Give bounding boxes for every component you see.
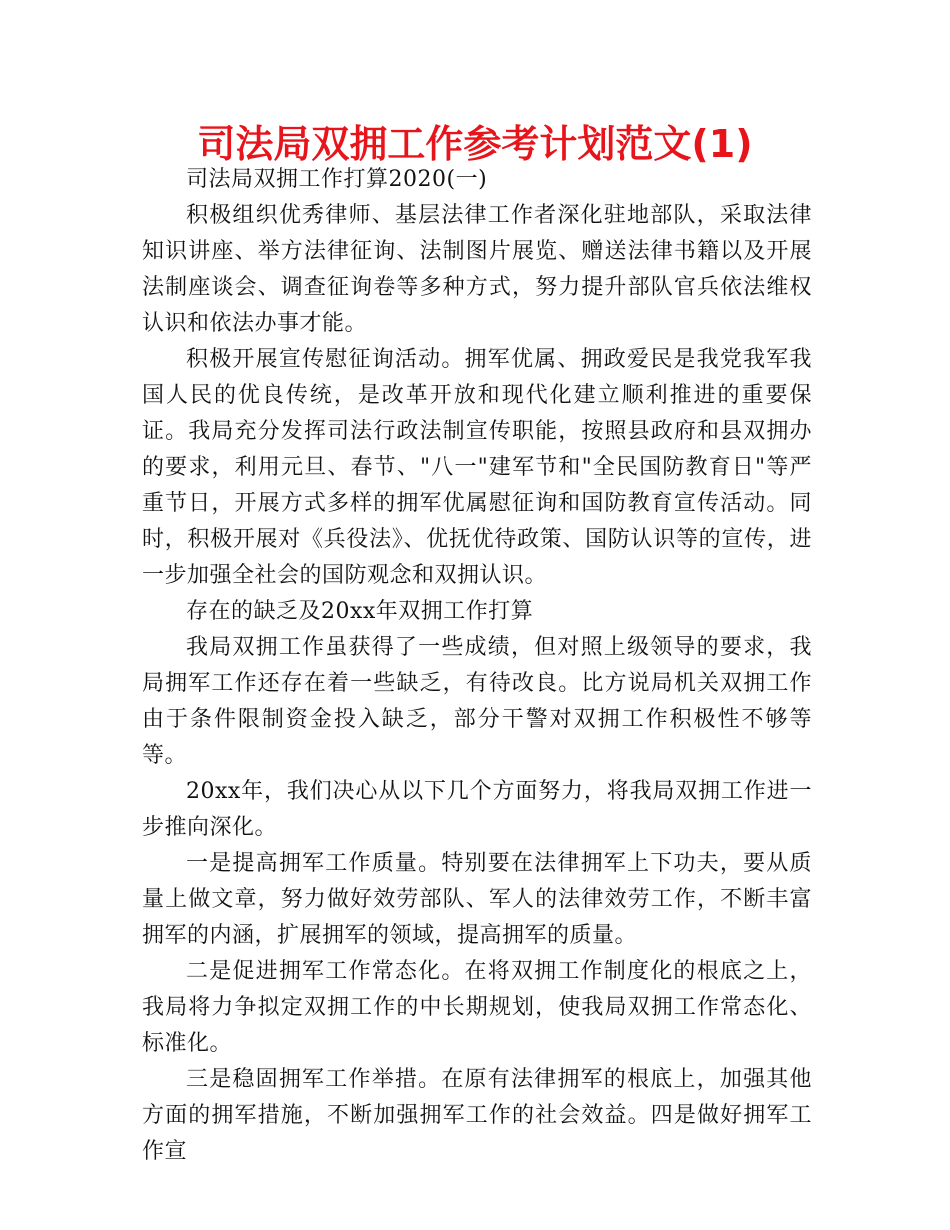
paragraph: 积极组织优秀律师、基层法律工作者深化驻地部队，采取法律知识讲座、举方法律征询、法制图片展览、赠送法律书籍以及开展法制座谈会、调查征询卷等多种方式，努力提升部队官兵依法维权认识和依法办事才能。: [142, 203, 812, 336]
paragraph: 20xx年，我们决心从以下几个方面努力，将我局双拥工作进一步推向深化。: [142, 779, 812, 840]
paragraph: 积极开展宣传慰征询活动。拥军优属、拥政爱民是我党我军我国人民的优良传统，是改革开放和现代化建立顺利推进的重要保证。我局充分发挥司法行政法制宣传职能，按照县政府和县双拥办的要求，利用元旦、春节、"八一"建军节和"全民国防教育日"等严重节日，开展方式多样的拥军优属慰征询和国防教育宣传活动。同时，积极开展对《兵役法》、优抚优待政策、国防认识等的宣传，进一步加强全社会的国防观念和双拥认识。: [142, 347, 812, 588]
section-heading: 司法局双拥工作打算2020(一): [186, 167, 488, 192]
paragraph: 一是提高拥军工作质量。特别要在法律拥军上下功夫，要从质量上做文章，努力做好效劳部队、军人的法律效劳工作，不断丰富拥军的内涵，扩展拥军的领域，提高拥军的质量。: [142, 851, 812, 948]
paragraph: 二是促进拥军工作常态化。在将双拥工作制度化的根底之上，我局将力争拟定双拥工作的中长期规划，使我局双拥工作常态化、标准化。: [142, 959, 812, 1056]
section-heading: 存在的缺乏及20xx年双拥工作打算: [186, 599, 534, 624]
paragraph: 三是稳固拥军工作举措。在原有法律拥军的根底上，加强其他方面的拥军措施，不断加强拥军工作的社会效益。四是做好拥军工作宣: [142, 1067, 812, 1164]
paragraph: 我局双拥工作虽获得了一些成绩，但对照上级领导的要求，我局拥军工作还存在着一些缺乏，有待改良。比方说局机关双拥工作由于条件限制资金投入缺乏，部分干警对双拥工作积极性不够等等。: [142, 635, 812, 768]
document-title: 司法局双拥工作参考计划范文(1): [197, 122, 753, 166]
document-body: [142, 162, 812, 1170]
